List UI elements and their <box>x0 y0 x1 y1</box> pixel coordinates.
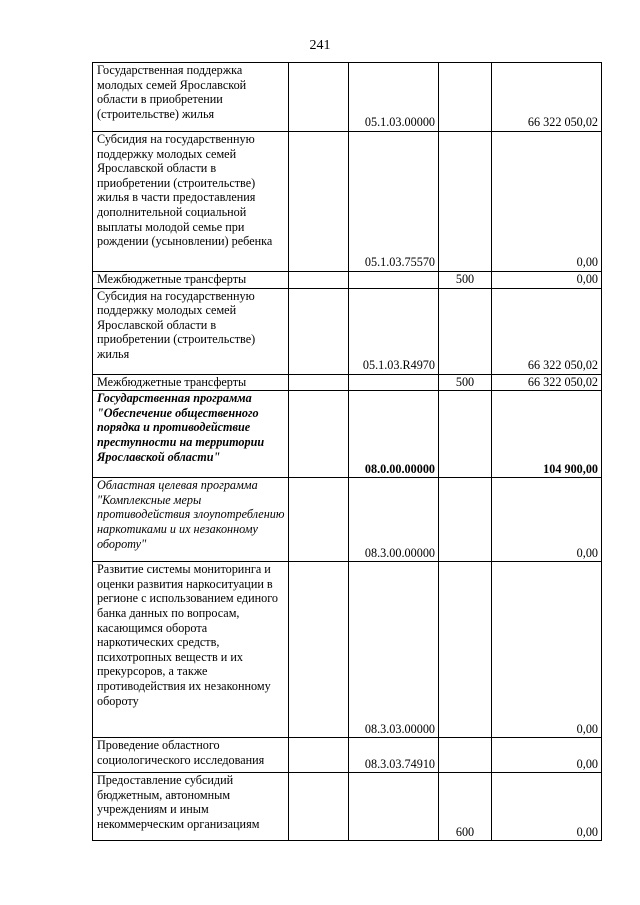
table-row <box>93 562 602 738</box>
empty-cell <box>289 391 349 478</box>
empty-cell <box>289 374 349 391</box>
empty-cell <box>289 132 349 272</box>
empty-cell <box>289 272 349 289</box>
page-number: 241 <box>309 38 331 53</box>
empty-cell <box>289 63 349 132</box>
table-row <box>93 374 602 391</box>
row-name: Субсидия на государственную поддержку молодых семей Ярославской области в приобретении (строительстве) жилья в части предоставления дополнительной социальной выплаты молодой семье при рождении (усыновлении) ребенка <box>93 132 289 272</box>
row-name: Государственная программа "Обеспечение общественного порядка и противодействие преступности на территории Ярославской области" <box>93 391 289 478</box>
row-code: 08.3.03.74910 <box>349 738 439 773</box>
row-name: Проведение областного социологического исследования <box>93 738 289 773</box>
empty-cell <box>289 562 349 738</box>
row-amount: 0,00 <box>492 562 602 738</box>
empty-cell <box>289 773 349 841</box>
row-amount: 0,00 <box>492 132 602 272</box>
row-amount: 0,00 <box>492 478 602 562</box>
table-row <box>93 272 602 289</box>
row-code: 08.3.00.00000 <box>349 478 439 562</box>
row-name: Субсидия на государственную поддержку молодых семей Ярославской области в приобретении (строительстве) жилья <box>93 288 289 374</box>
row-code <box>349 272 439 289</box>
table-row <box>93 391 602 478</box>
row-code <box>349 374 439 391</box>
row-amount: 66 322 050,02 <box>492 63 602 132</box>
table-row <box>93 63 602 132</box>
row-expense-type <box>439 738 492 773</box>
row-code <box>349 773 439 841</box>
row-amount: 0,00 <box>492 738 602 773</box>
row-expense-type <box>439 63 492 132</box>
row-expense-type <box>439 288 492 374</box>
row-code: 08.3.03.00000 <box>349 562 439 738</box>
empty-cell <box>289 288 349 374</box>
table-row <box>93 288 602 374</box>
row-name: Межбюджетные трансферты <box>93 374 289 391</box>
row-amount: 66 322 050,02 <box>492 288 602 374</box>
table-row <box>93 132 602 272</box>
row-name: Предоставление субсидий бюджетным, автономным учреждениям и иным некоммерческим организациям <box>93 773 289 841</box>
row-name: Межбюджетные трансферты <box>93 272 289 289</box>
row-name: Государственная поддержка молодых семей Ярославской области в приобретении (строительстве) жилья <box>93 63 289 132</box>
empty-cell <box>289 738 349 773</box>
budget-table <box>92 62 602 841</box>
table-row <box>93 738 602 773</box>
empty-cell <box>289 478 349 562</box>
row-code: 05.1.03.00000 <box>349 63 439 132</box>
row-code: 05.1.03.R4970 <box>349 288 439 374</box>
table-row <box>93 773 602 841</box>
row-expense-type: 500 <box>439 272 492 289</box>
row-amount: 104 900,00 <box>492 391 602 478</box>
row-amount: 66 322 050,02 <box>492 374 602 391</box>
row-amount: 0,00 <box>492 773 602 841</box>
row-code: 08.0.00.00000 <box>349 391 439 478</box>
row-amount: 0,00 <box>492 272 602 289</box>
row-code: 05.1.03.75570 <box>349 132 439 272</box>
row-name: Областная целевая программа "Комплексные меры противодействия злоупотреблению наркотиками и их незаконному обороту" <box>93 478 289 562</box>
row-expense-type: 600 <box>439 773 492 841</box>
table-row <box>93 478 602 562</box>
row-expense-type <box>439 478 492 562</box>
row-name: Развитие системы мониторинга и оценки развития наркоситуации в регионе с использованием единого банка данных по вопросам, касающимся оборота наркотических средств, психотропных веществ и их прекурсоров, а также противодействия их незаконному обороту <box>93 562 289 738</box>
row-expense-type <box>439 391 492 478</box>
row-expense-type <box>439 562 492 738</box>
row-expense-type: 500 <box>439 374 492 391</box>
row-expense-type <box>439 132 492 272</box>
